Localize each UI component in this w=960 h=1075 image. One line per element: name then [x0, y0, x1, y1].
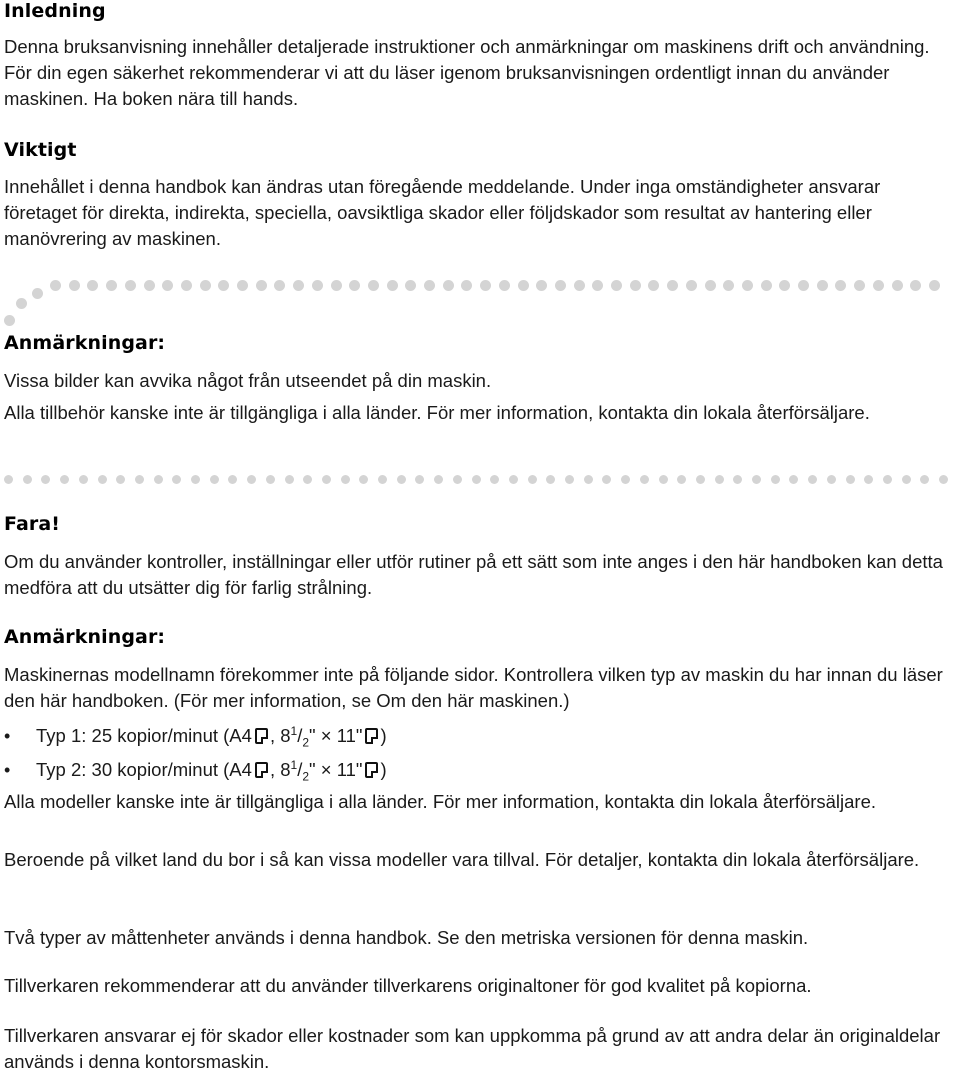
divider-dot [835, 280, 846, 291]
paper-portrait-icon [255, 728, 268, 744]
divider-dot [69, 280, 80, 291]
divider-dot [677, 475, 686, 484]
divider-dot [200, 280, 211, 291]
divider-dot [434, 475, 443, 484]
danger-paragraph: Om du använder kontroller, inställningar eller utför rutiner på ett sätt som inte anges i den här handboken kan detta medföra att du utsätter dig för farlig strålning. [4, 551, 943, 598]
bullet: • [4, 760, 11, 780]
divider-dot [322, 475, 331, 484]
divider-dot [256, 280, 267, 291]
divider-dot [341, 475, 350, 484]
divider-dot [892, 280, 903, 291]
divider-dot [705, 280, 716, 291]
divider-dot [387, 280, 398, 291]
dotted-divider-top [4, 280, 956, 294]
divider-dot [584, 475, 593, 484]
divider-dot [827, 475, 836, 484]
divider-dot [60, 475, 69, 484]
divider-dot [490, 475, 499, 484]
divider-dot [266, 475, 275, 484]
divider-dot [4, 475, 13, 484]
divider-dot [41, 475, 50, 484]
divider-dot [23, 475, 32, 484]
divider-dot [659, 475, 668, 484]
divider-dot [293, 280, 304, 291]
divider-dot [154, 475, 163, 484]
divider-dot [817, 280, 828, 291]
divider-dot [98, 475, 107, 484]
divider-dot [368, 280, 379, 291]
divider-dot [621, 475, 630, 484]
divider-dot [883, 475, 892, 484]
liability-paragraph: Tillverkaren ansvarar ej för skador eller kostnader som kan uppkomma på grund av att andra delar än originaldelar används i denna kontorsmaskin. [4, 1025, 941, 1072]
divider-dot [602, 475, 611, 484]
divider-dot [162, 280, 173, 291]
divider-dot [864, 475, 873, 484]
divider-dot [667, 280, 678, 291]
divider-dot [696, 475, 705, 484]
divider-dot [648, 280, 659, 291]
divider-dot [902, 475, 911, 484]
divider-dot [854, 280, 865, 291]
divider-dot [630, 280, 641, 291]
divider-dot [808, 475, 817, 484]
divider-dot [686, 280, 697, 291]
units-paragraph: Två typer av måttenheter används i denna handbok. Se den metriska versionen för denna maskin. [4, 927, 809, 948]
divider-dot [228, 475, 237, 484]
divider-dot [574, 280, 585, 291]
notes-paragraph-1a: Vissa bilder kan avvika något från utseendet på din maskin. [4, 370, 492, 391]
divider-dot [378, 475, 387, 484]
divider-dot [509, 475, 518, 484]
divider-dot [16, 298, 27, 309]
divider-dot [4, 315, 15, 326]
divider-dot [779, 280, 790, 291]
type-list-item: • Typ 1: 25 kopior/minut (A4 , $8^1/_2$" × 11" ) [4, 723, 387, 750]
divider-dot [480, 280, 491, 291]
divider-dot [555, 280, 566, 291]
divider-dot [87, 280, 98, 291]
divider-dot [873, 280, 884, 291]
dotted-divider-bottom [4, 475, 956, 489]
divider-dot [312, 280, 323, 291]
toner-paragraph: Tillverkaren rekommenderar att du använder tillverkarens originaltoner för god kvalitet på kopiorna. [4, 975, 812, 996]
divider-dot [349, 280, 360, 291]
bullet: • [4, 726, 11, 746]
divider-dot [499, 280, 510, 291]
divider-dot [135, 475, 144, 484]
divider-dot [285, 475, 294, 484]
divider-dot [536, 280, 547, 291]
options-paragraph: Beroende på vilket land du bor i så kan vissa modeller vara tillval. För detaljer, kontakta din lokala återförsäljare. [4, 849, 920, 870]
divider-dot [79, 475, 88, 484]
divider-dot [453, 475, 462, 484]
intro-heading: Inledning [4, 0, 106, 22]
divider-dot [733, 475, 742, 484]
divider-dot [472, 475, 481, 484]
divider-dot [742, 280, 753, 291]
divider-dot [50, 280, 61, 291]
danger-heading: Fara! [4, 513, 61, 535]
divider-dot [723, 280, 734, 291]
divider-dot [125, 280, 136, 291]
important-paragraph: Innehållet i denna handbok kan ändras utan föregående meddelande. Under inga omständigheter ansvarar företaget för direkta, indirekta, speciella, oavsiktliga skador eller följdskador som resultat av hantering eller manövrering av maskinen. [4, 176, 881, 249]
divider-dot [640, 475, 649, 484]
divider-dot [846, 475, 855, 484]
type-list-item: • Typ 2: 30 kopior/minut (A4 , $8^1/_2$" × 11" ) [4, 757, 387, 784]
divider-dot [939, 475, 948, 484]
divider-dot [910, 280, 921, 291]
divider-dot [274, 280, 285, 291]
divider-dot [546, 475, 555, 484]
divider-dot [565, 475, 574, 484]
divider-dot [172, 475, 181, 484]
paper-portrait-icon [255, 762, 268, 778]
notes-heading-1: Anmärkningar: [4, 332, 166, 354]
divider-dot [331, 280, 342, 291]
divider-dot [191, 475, 200, 484]
divider-dot [929, 280, 940, 291]
divider-dot [397, 475, 406, 484]
divider-dot [771, 475, 780, 484]
paper-portrait-icon [365, 762, 378, 778]
divider-dot [218, 280, 229, 291]
divider-dot [715, 475, 724, 484]
divider-dot [461, 280, 472, 291]
paper-portrait-icon [365, 728, 378, 744]
divider-dot [798, 280, 809, 291]
divider-dot [920, 475, 929, 484]
divider-dot [181, 280, 192, 291]
divider-dot [518, 280, 529, 291]
divider-dot [789, 475, 798, 484]
models-paragraph: Alla modeller kanske inte är tillgängliga i alla länder. För mer information, kontakta din lokala återförsäljare. [4, 791, 876, 812]
divider-dot [303, 475, 312, 484]
divider-dot [210, 475, 219, 484]
divider-dot [528, 475, 537, 484]
divider-dot [611, 280, 622, 291]
divider-dot [237, 280, 248, 291]
divider-dot [415, 475, 424, 484]
divider-dot [247, 475, 256, 484]
divider-dot [32, 288, 43, 299]
divider-dot [106, 280, 117, 291]
notes-heading-2: Anmärkningar: [4, 626, 166, 648]
divider-dot [752, 475, 761, 484]
important-heading: Viktigt [4, 139, 77, 161]
intro-paragraph: Denna bruksanvisning innehåller detaljerade instruktioner och anmärkningar om maskinens drift och användning. För din egen säkerhet rekommenderar vi att du läser igenom bruksanvisningen ordentligt innan du använder maskinen. Ha boken nära till hands. [4, 36, 930, 109]
notes-paragraph-1b: Alla tillbehör kanske inte är tillgängliga i alla länder. För mer information, kontakta din lokala återförsäljare. [4, 402, 870, 423]
divider-dot [144, 280, 155, 291]
divider-dot [424, 280, 435, 291]
divider-dot [592, 280, 603, 291]
divider-dot [761, 280, 772, 291]
divider-dot [443, 280, 454, 291]
divider-dot [405, 280, 416, 291]
divider-dot [116, 475, 125, 484]
divider-dot [359, 475, 368, 484]
notes-paragraph-2: Maskinernas modellnamn förekommer inte på följande sidor. Kontrollera vilken typ av maskin du har innan du läser den här handboken. (För mer information, se Om den här maskinen.) [4, 664, 943, 711]
